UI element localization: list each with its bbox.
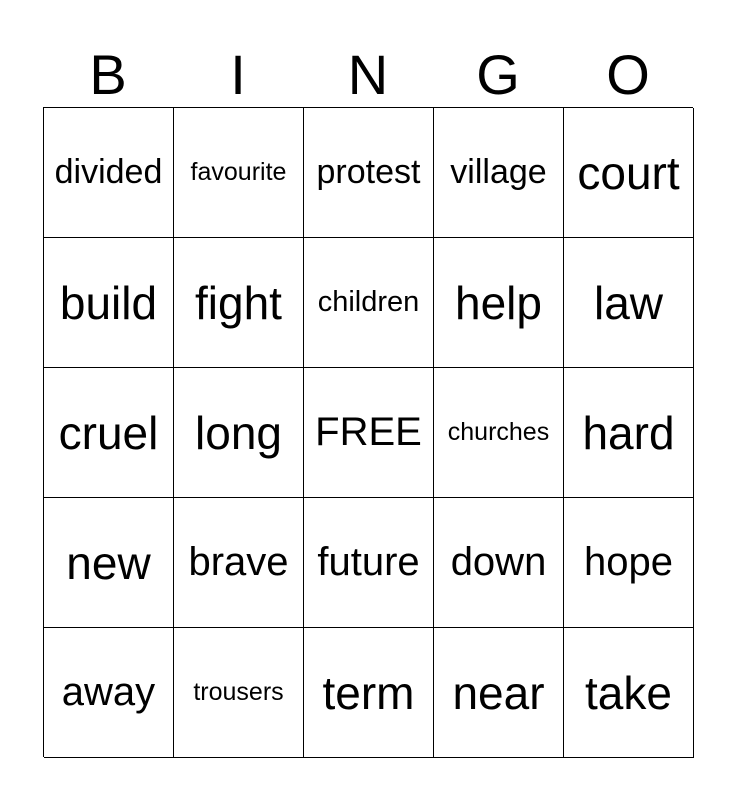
bingo-board (43, 107, 693, 757)
header-letter-g: G (476, 43, 520, 106)
bingo-cell: fight (174, 238, 304, 368)
bingo-cell: hope (564, 498, 694, 628)
bingo-cell: protest (304, 108, 434, 238)
bingo-cell: brave (174, 498, 304, 628)
bingo-cell: future (304, 498, 434, 628)
header-letter-o: O (606, 43, 650, 106)
bingo-cell: hard (564, 368, 694, 498)
header-letter-i: I (230, 43, 246, 106)
bingo-cell: away (44, 628, 174, 758)
bingo-cell: FREE (304, 368, 434, 498)
bingo-cell: cruel (44, 368, 174, 498)
bingo-cell: law (564, 238, 694, 368)
bingo-cell: down (434, 498, 564, 628)
bingo-cell: build (44, 238, 174, 368)
bingo-cell: favourite (174, 108, 304, 238)
bingo-cell: divided (44, 108, 174, 238)
bingo-cell: term (304, 628, 434, 758)
bingo-cell: new (44, 498, 174, 628)
bingo-cell: children (304, 238, 434, 368)
bingo-cell: help (434, 238, 564, 368)
header-letter-n: N (347, 43, 389, 106)
header-letter-b: B (89, 43, 127, 106)
bingo-cell: court (564, 108, 694, 238)
bingo-cell: long (174, 368, 304, 498)
bingo-cell: village (434, 108, 564, 238)
bingo-cell: near (434, 628, 564, 758)
bingo-cell: churches (434, 368, 564, 498)
bingo-cell: take (564, 628, 694, 758)
bingo-header (43, 44, 693, 106)
bingo-cell: trousers (174, 628, 304, 758)
